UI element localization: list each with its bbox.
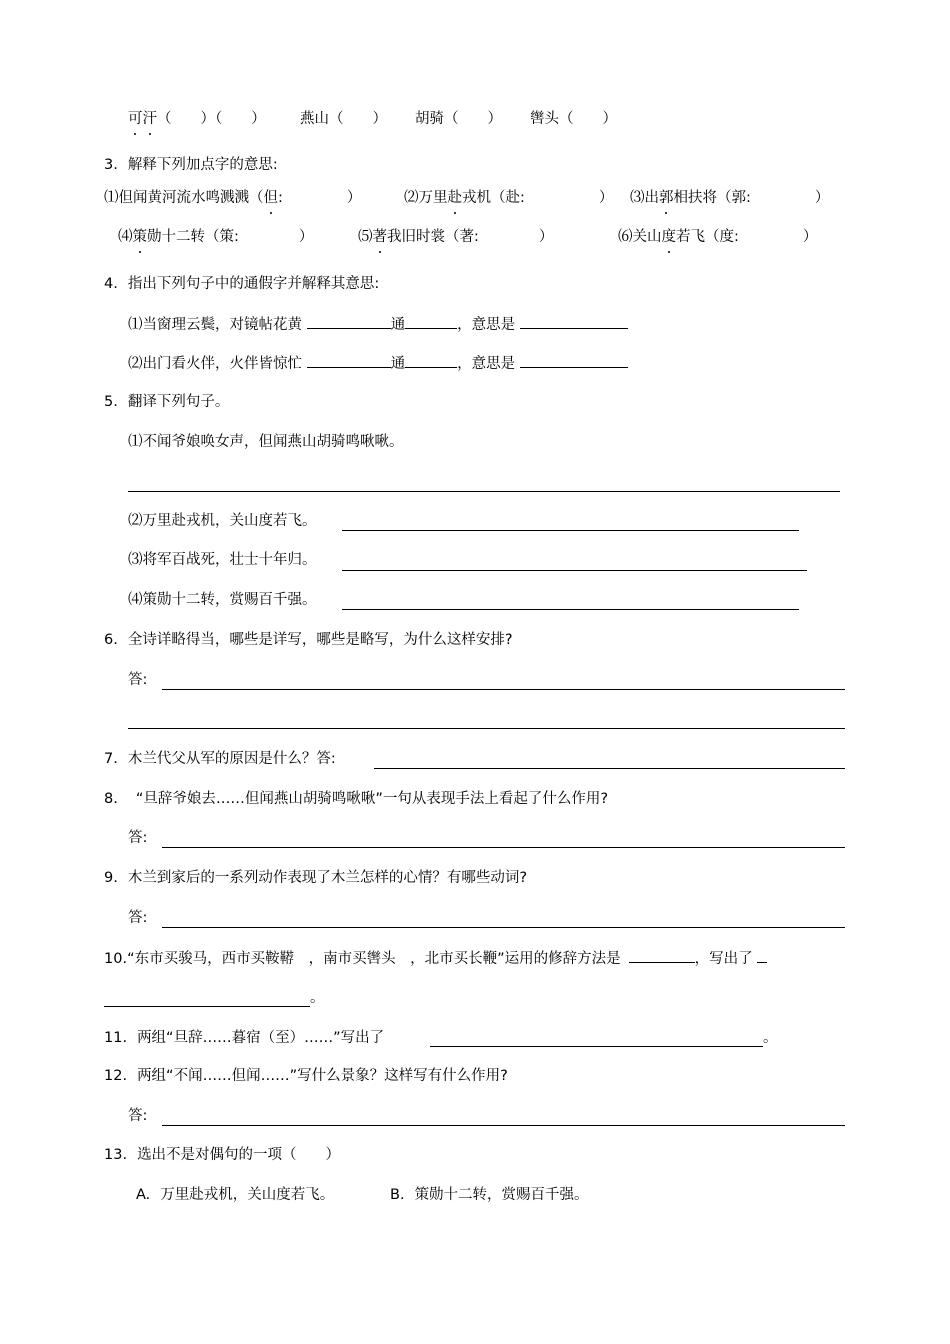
option-text: 万里赴戎机，关山度若飞。: [160, 1187, 335, 1203]
q13-option-a[interactable]: [136, 1185, 334, 1205]
label-tong: 通: [390, 317, 406, 333]
item-text: ⑸: [358, 229, 373, 245]
item-text: ⑶出: [630, 190, 659, 206]
answer-blank[interactable]: [307, 352, 391, 368]
q5-sentence-3: [128, 550, 317, 570]
answer-line[interactable]: [162, 689, 845, 690]
question-number: 5.: [104, 394, 118, 410]
q8-answer-label: 答:: [128, 830, 148, 846]
answer-line[interactable]: [162, 927, 845, 928]
sentence-text: ⑵万里赴戎机，关山度若飞。: [128, 513, 317, 529]
item-text: 戎机（赴:: [462, 190, 525, 206]
q11-heading: [104, 1028, 384, 1048]
q5-sentence-4: [128, 590, 317, 610]
item-text: ）: [802, 229, 818, 245]
q5-sentence-1: [128, 432, 404, 452]
sentence-text: ⑴当窗理云鬓，对镜帖花黄: [128, 317, 302, 333]
option-text: 策勋十二转，赏赐百千强。: [414, 1187, 589, 1203]
question-text: 木兰代父从军的原因是什么？答:: [127, 751, 336, 767]
question-number: 8.: [104, 791, 118, 807]
question-number: 11.: [104, 1030, 128, 1046]
q6-heading: [104, 630, 513, 650]
q13-heading: [104, 1145, 340, 1165]
answer-paren: （ ）: [559, 111, 617, 127]
answer-blank[interactable]: [520, 313, 628, 329]
dotted-char: 郭: [659, 190, 674, 206]
question-number: 13.: [104, 1147, 128, 1163]
question-text: 两组“不闻……但闻……”写什么景象？这样写有什么作用?: [137, 1068, 508, 1084]
item-text: 勋十二转（策:: [147, 229, 239, 245]
item-text: ）: [598, 190, 614, 206]
word: 辔头: [530, 111, 559, 127]
answer-line[interactable]: [162, 847, 845, 848]
question-number: 6.: [104, 632, 118, 648]
answer-line[interactable]: [162, 1125, 845, 1126]
q4-sentence-1: [128, 313, 628, 333]
question-text: 全诗详略得当，哪些是详写，哪些是略写，为什么这样安排?: [127, 632, 513, 648]
question-text: 解释下列加点字的意思:: [127, 157, 278, 173]
answer-blank[interactable]: [307, 313, 391, 329]
question-number: 12.: [104, 1068, 128, 1084]
q9-answer-label: 答:: [128, 910, 148, 926]
answer-blank[interactable]: [757, 947, 767, 963]
q8-heading: [104, 789, 608, 809]
item-text: ⑵万里: [404, 190, 448, 206]
answer-paren: （ ）: [329, 111, 387, 127]
dotted-char: 但: [263, 190, 278, 206]
answer-line[interactable]: [128, 491, 840, 492]
q13-option-b[interactable]: [390, 1185, 589, 1205]
dotted-char: 赴: [447, 190, 462, 206]
question-text: 两组“旦辞……暮宿（至）……”写出了: [137, 1030, 385, 1046]
q3-item-5: [358, 227, 553, 247]
item-text: ）: [298, 229, 314, 245]
answer-line[interactable]: [128, 728, 845, 729]
answer-blank[interactable]: [405, 352, 457, 368]
item-text: ⑹关山: [618, 229, 662, 245]
answer-blank[interactable]: [405, 313, 457, 329]
label-meaning: ，意思是: [457, 317, 516, 333]
q2-item-1: [128, 109, 266, 129]
question-number: 9.: [104, 870, 118, 886]
sentence-text: ⑶将军百战死，壮士十年归。: [128, 552, 317, 568]
option-label: B.: [390, 1187, 405, 1203]
dotted-char: 度: [661, 229, 676, 245]
question-text: 指出下列句子中的通假字并解释其意思:: [127, 276, 380, 292]
question-text: “旦辞爷娘去……但闻燕山胡骑鸣啾啾”一句从表现手法上看起了什么作用?: [135, 791, 609, 807]
answer-line[interactable]: [104, 1006, 310, 1007]
item-text: :: [278, 190, 283, 206]
item-text: 相扶将（郭:: [673, 190, 751, 206]
q10-end: 。: [310, 990, 325, 1006]
q10-heading: [104, 947, 767, 967]
q5-sentence-2: [128, 511, 317, 531]
answer-line[interactable]: [430, 1046, 763, 1047]
answer-paren: （ ）: [444, 111, 502, 127]
question-text: “东市买骏马，西市买鞍鞯 ，南市买辔头 ，北市买长鞭”运用的修辞方法是: [127, 951, 621, 967]
q3-item-3: [630, 188, 829, 208]
question-number: 3.: [104, 157, 118, 173]
word: 胡骑: [415, 111, 444, 127]
question-number: 7.: [104, 751, 118, 767]
answer-line[interactable]: [342, 609, 799, 610]
item-text: ）: [538, 229, 554, 245]
q9-heading: [104, 868, 527, 888]
dotted-char: 著: [372, 229, 387, 245]
sentence-text: ⑷策勋十二转，赏赐百千强。: [128, 592, 317, 608]
label-tong: 通: [390, 356, 406, 372]
question-text: 选出不是对偶句的一项（ ）: [137, 1147, 341, 1163]
item-text: 若飞（度:: [676, 229, 739, 245]
q3-item-2: [404, 188, 613, 208]
item-text: ⑴但闻黄河流水鸣溅溅（: [104, 190, 264, 206]
answer-blank[interactable]: [629, 947, 695, 963]
q6-answer-label: 答:: [128, 672, 148, 688]
q4-sentence-2: [128, 352, 628, 372]
sentence-text: ⑵出门看火伴，火伴皆惊忙: [128, 356, 302, 372]
answer-line[interactable]: [342, 530, 799, 531]
word: 燕山: [300, 111, 329, 127]
q3-item-6: [618, 227, 817, 247]
question-text: 木兰到家后的一系列动作表现了木兰怎样的心情？有哪些动词?: [127, 870, 528, 886]
q5-heading: [104, 392, 229, 412]
option-label: A.: [136, 1187, 151, 1203]
question-text: ，写出了: [694, 951, 753, 967]
item-text: ）: [814, 190, 830, 206]
dotted-char: 策: [132, 229, 147, 245]
question-number: 10.: [104, 951, 128, 967]
question-number: 4.: [104, 276, 118, 292]
answer-line[interactable]: [374, 768, 845, 769]
item-text: 我旧时裳（著:: [387, 229, 479, 245]
q4-heading: [104, 274, 379, 294]
q2-item-2: [300, 109, 387, 129]
dotted-char: 可: [128, 111, 143, 127]
q7-heading: [104, 749, 336, 769]
answer-paren: （ ）（ ）: [157, 111, 266, 127]
label-meaning: ，意思是: [457, 356, 516, 372]
item-text: ⑷: [118, 229, 133, 245]
q12-heading: [104, 1066, 508, 1086]
q3-item-4: [118, 227, 313, 247]
q2-item-4: [530, 109, 617, 129]
answer-line[interactable]: [342, 570, 807, 571]
dotted-char: 汗: [142, 111, 157, 127]
question-text: 翻译下列句子。: [127, 394, 230, 410]
item-text: ）: [346, 190, 362, 206]
q3-heading: [104, 155, 278, 175]
q2-item-3: [415, 109, 502, 129]
q3-item-1: [104, 188, 361, 208]
q11-end: 。: [763, 1030, 778, 1046]
sentence-text: ⑴不闻爷娘唤女声，但闻燕山胡骑鸣啾啾。: [128, 434, 404, 450]
q12-answer-label: 答:: [128, 1108, 148, 1124]
answer-blank[interactable]: [520, 352, 628, 368]
